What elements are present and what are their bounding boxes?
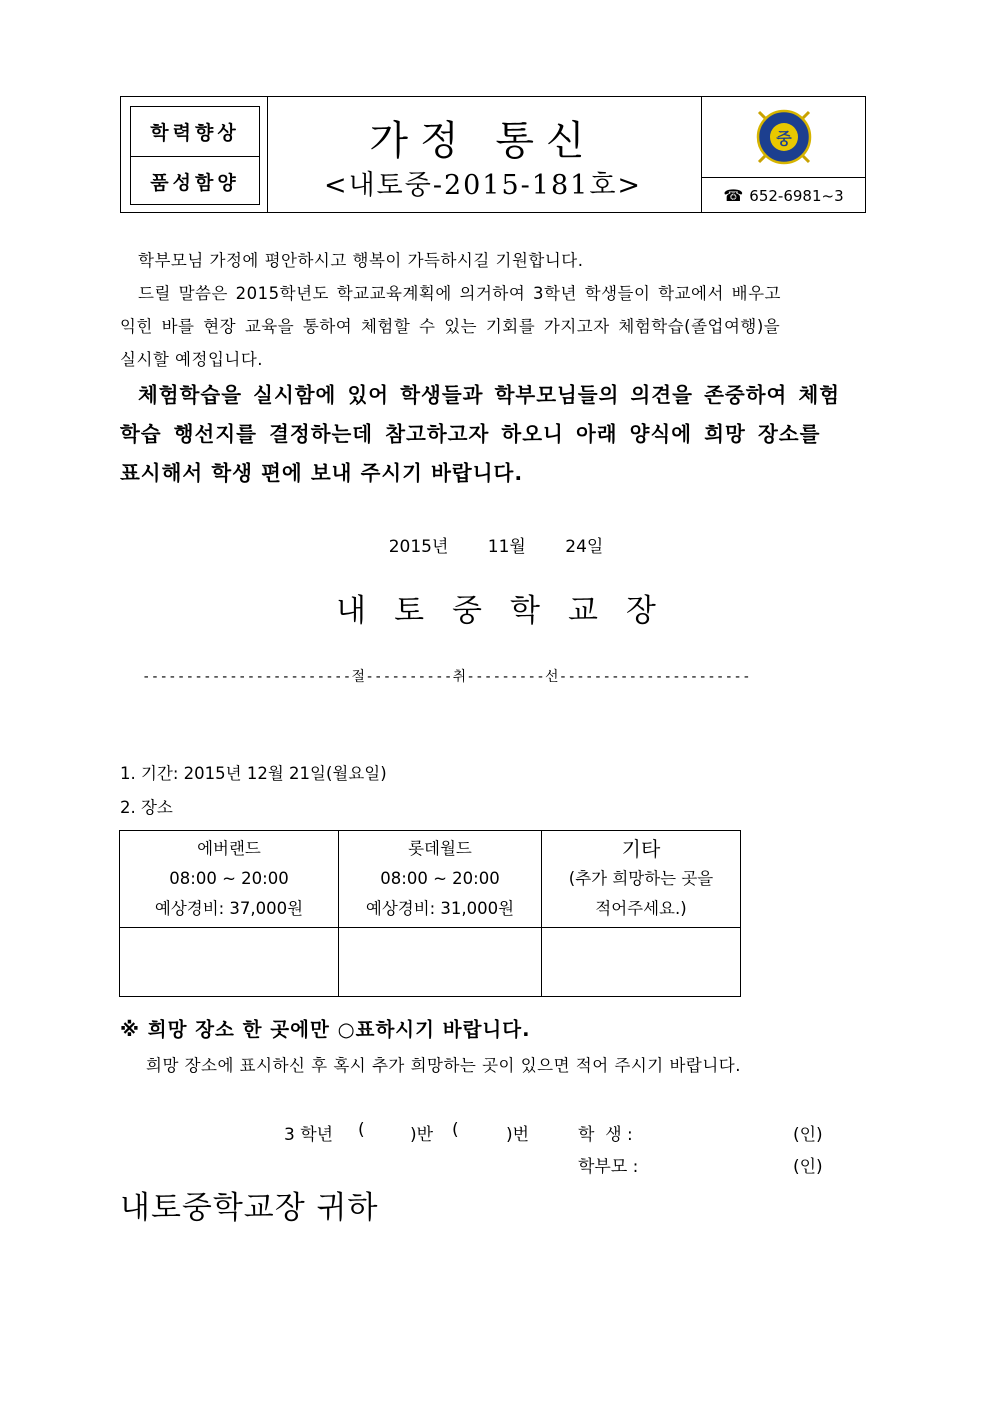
cut-line: ------------------------절----------취---------선---------------------- xyxy=(142,669,751,685)
notice-additional: 희망 장소에 표시하신 후 혹시 추가 희망하는 곳이 있으면 적어 주시기 바랍니다. xyxy=(146,1056,741,1075)
place-lotteworld xyxy=(339,831,542,928)
grade-label: 3 학년 xyxy=(284,1125,334,1145)
place-time: 08:00 ~ 20:00 xyxy=(380,869,500,888)
place-everland xyxy=(120,831,339,928)
notice-mark-one: ※ 희망 장소 한 곳에만 ○표하시기 바랍니다. xyxy=(120,1018,531,1041)
place-note: (추가 희망하는 곳을 xyxy=(568,869,714,888)
mark-cell-everland[interactable] xyxy=(120,928,339,997)
place-time: 08:00 ~ 20:00 xyxy=(169,869,289,888)
body-line-2: 익힌 바를 현장 교육을 통하여 체험할 수 있는 기회를 가지고자 체험학습(졸업여행)을 xyxy=(120,317,781,336)
newsletter-title: 가정 통신 xyxy=(369,118,597,164)
place-other xyxy=(542,831,741,928)
mark-cell-other[interactable] xyxy=(542,928,741,997)
phone-number: 652-6981~3 xyxy=(749,186,844,205)
bold-line-1: 체험학습을 실시함에 있어 학생들과 학부모님들의 의견을 존중하여 체험 xyxy=(138,383,841,407)
motto-box xyxy=(130,106,260,205)
student-label: 학 생 : xyxy=(578,1125,633,1145)
date-day: 24일 xyxy=(565,537,604,557)
phone-row xyxy=(702,177,865,213)
issue-number: <내토중-2015-181호> xyxy=(323,170,643,201)
logo-area xyxy=(702,97,865,177)
places-table xyxy=(119,830,741,997)
date-year: 2015년 xyxy=(388,537,449,557)
parent-label: 학부모 : xyxy=(578,1157,639,1177)
number-open: ( xyxy=(452,1120,459,1140)
greeting: 학부모님 가정에 평안하시고 행복이 가득하시길 기원합니다. xyxy=(138,251,584,270)
mark-cell-lotteworld[interactable] xyxy=(339,928,542,997)
issue-date xyxy=(0,532,992,557)
class-open: ( xyxy=(358,1120,365,1140)
class-label[interactable]: )반 xyxy=(410,1125,434,1145)
place-name: 기타 xyxy=(621,837,661,861)
place-name: 롯데월드 xyxy=(408,839,472,858)
place-item: 2. 장소 xyxy=(120,798,173,817)
closing-addressee: 내토중학교장 귀하 xyxy=(120,1190,379,1226)
date-month: 11월 xyxy=(487,537,526,557)
bold-line-2: 학습 행선지를 결정하는데 참고하고자 하오니 아래 양식에 희망 장소를 xyxy=(120,422,821,446)
student-seal[interactable]: (인) xyxy=(793,1125,823,1145)
parent-seal[interactable]: (인) xyxy=(793,1157,823,1177)
body-line-1: 드릴 말씀은 2015학년도 학교교육계획에 의거하여 3학년 학생들이 학교에서 배우고 xyxy=(138,284,781,303)
telephone-icon: ☎ xyxy=(723,186,744,205)
place-note: 적어주세요.) xyxy=(595,899,687,918)
svg-text:중: 중 xyxy=(775,129,792,148)
body-line-3: 실시할 예정입니다. xyxy=(120,350,264,369)
bold-line-3: 표시해서 학생 편에 보내 주시기 바랍니다. xyxy=(120,461,524,485)
place-cost: 예상경비: 31,000원 xyxy=(365,899,515,918)
place-name: 에버랜드 xyxy=(197,839,261,858)
principal-signature: 내토중학교장 xyxy=(336,593,684,629)
header-box xyxy=(120,96,866,213)
school-emblem-icon xyxy=(751,104,817,170)
place-cost: 예상경비: 37,000원 xyxy=(154,899,304,918)
motto-academic: 학력향상 xyxy=(150,122,240,144)
period-item: 1. 기간: 2015년 12월 21일(월요일) xyxy=(120,764,387,783)
motto-character: 품성함양 xyxy=(131,156,259,206)
number-label[interactable]: )번 xyxy=(506,1125,530,1145)
